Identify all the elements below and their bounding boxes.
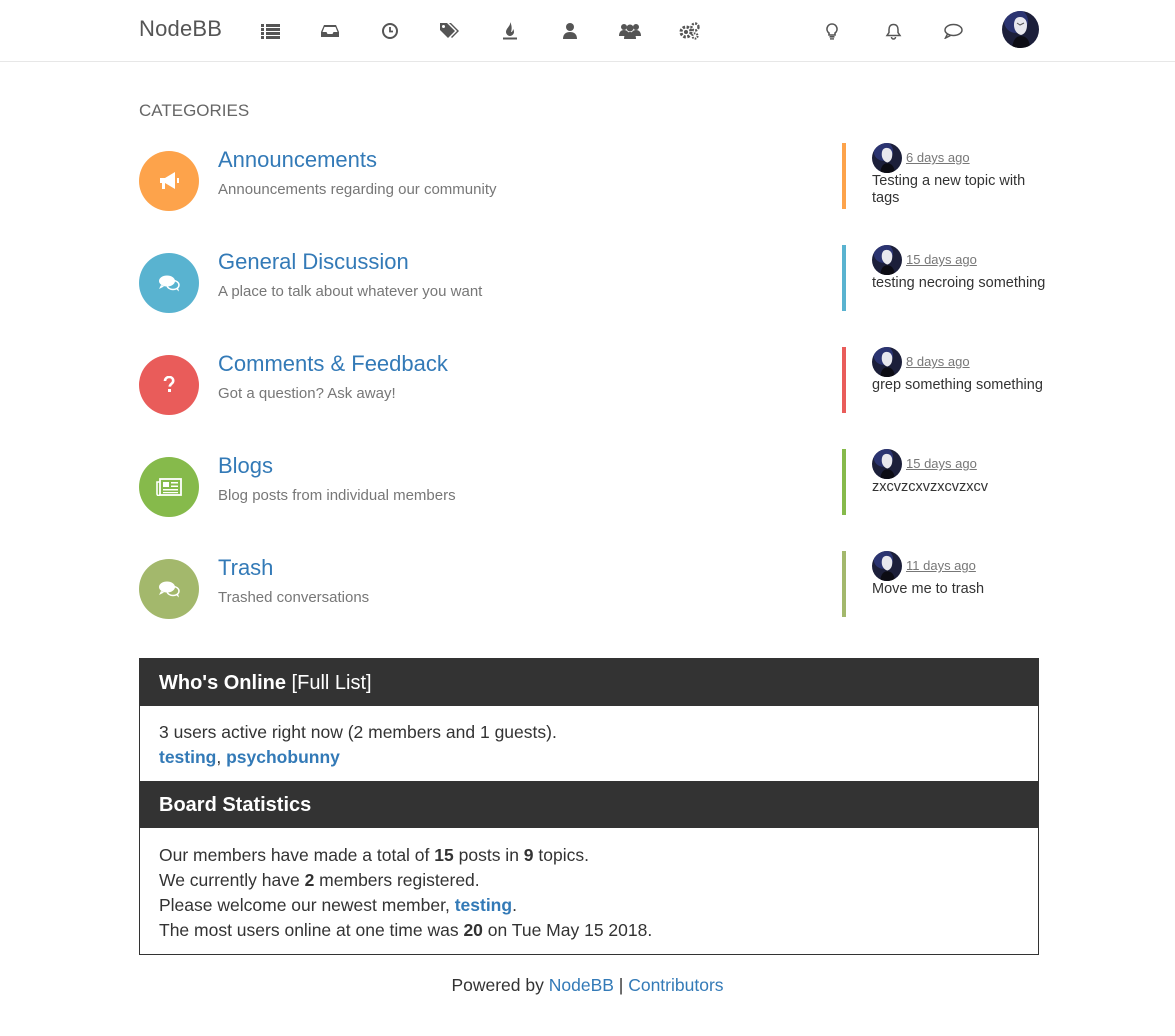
category-row: [139, 351, 1043, 425]
tags-icon[interactable]: [437, 18, 463, 44]
whos-online-body: [159, 720, 557, 770]
online-user-link[interactable]: testing: [159, 747, 217, 767]
categories-list-icon[interactable]: [257, 18, 283, 44]
stats-posts-line: Our members have made a total of 15 posts in 9 topics.: [159, 845, 589, 865]
chats-bubble-icon[interactable]: [940, 18, 966, 44]
stats-max-online-line: The most users online at one time was 20 on Tue May 15 2018.: [159, 920, 653, 940]
category-title-link[interactable]: Announcements: [218, 147, 377, 172]
popular-fire-icon[interactable]: [497, 18, 523, 44]
teaser-avatar[interactable]: [872, 551, 902, 581]
category-title-link[interactable]: Blogs: [218, 453, 274, 478]
category-description: Trashed conversations: [218, 589, 370, 606]
teaser-avatar[interactable]: [872, 347, 902, 377]
teaser-post-text[interactable]: Testing a new topic with tags: [872, 173, 1026, 206]
category-teaser: [842, 245, 1046, 311]
recent-clock-icon[interactable]: [377, 18, 403, 44]
category-teaser: [842, 449, 1042, 515]
notifications-bell-icon[interactable]: [880, 18, 906, 44]
groups-icon[interactable]: [617, 18, 643, 44]
board-stats-body: [159, 843, 652, 943]
category-description: Got a question? Ask away!: [218, 385, 396, 402]
stats-newest-line: Please welcome our newest member, testing.: [159, 895, 517, 915]
teaser-post-text[interactable]: Move me to trash: [872, 581, 985, 597]
online-user-link[interactable]: psychobunny: [226, 747, 340, 767]
teaser-post-text[interactable]: grep something something: [872, 377, 1043, 393]
online-users: testing, psychobunny: [159, 747, 340, 767]
category-teaser: [842, 551, 1042, 617]
teaser-timestamp-link[interactable]: 8 days ago: [906, 354, 970, 369]
teaser-avatar[interactable]: [872, 245, 902, 275]
newest-member-link[interactable]: testing: [454, 895, 513, 915]
category-question-icon[interactable]: [139, 355, 199, 415]
user-avatar[interactable]: [1002, 11, 1039, 48]
lightbulb-icon[interactable]: [819, 18, 845, 44]
category-row: [139, 555, 1039, 629]
whos-online-title: Who's Online: [159, 672, 286, 694]
category-title-link[interactable]: Comments & Feedback: [218, 351, 448, 376]
footer: Powered by NodeBB | Contributors: [451, 975, 724, 995]
online-summary: 3 users active right now (2 members and 1 guests).: [159, 722, 557, 742]
category-row: [139, 249, 1046, 323]
teaser-avatar[interactable]: [872, 449, 902, 479]
category-teaser: [842, 143, 1042, 209]
teaser-post-text[interactable]: testing necroing something: [872, 275, 1046, 291]
category-comments-icon[interactable]: [139, 559, 199, 619]
teaser-avatar[interactable]: [872, 143, 902, 173]
category-bullhorn-icon[interactable]: [139, 151, 199, 211]
top-navbar: [0, 0, 1175, 62]
board-stats-title: Board Statistics: [159, 794, 312, 816]
category-title-link[interactable]: General Discussion: [218, 249, 409, 274]
stats-panel: [139, 658, 1039, 955]
nodebb-link[interactable]: NodeBB: [548, 975, 614, 995]
teaser-timestamp-link[interactable]: 15 days ago: [906, 456, 977, 471]
inbox-icon[interactable]: [317, 18, 343, 44]
teaser-timestamp-link[interactable]: 15 days ago: [906, 252, 977, 267]
stats-members-line: We currently have 2 members registered.: [159, 870, 480, 890]
whos-online-header: [140, 659, 1038, 706]
category-title-link[interactable]: Trash: [218, 555, 274, 580]
category-newspaper-icon[interactable]: [139, 457, 199, 517]
users-icon[interactable]: [557, 18, 583, 44]
teaser-timestamp-link[interactable]: 11 days ago: [906, 558, 976, 573]
category-description: A place to talk about whatever you want: [218, 283, 483, 300]
full-list-link[interactable]: [Full List]: [291, 672, 372, 694]
category-row: [139, 147, 1039, 221]
category-row: [139, 453, 1039, 527]
category-comments-icon[interactable]: [139, 253, 199, 313]
category-teaser: [842, 347, 1042, 413]
board-stats-header: [140, 781, 1038, 828]
teaser-timestamp-link[interactable]: 6 days ago: [906, 150, 970, 165]
brand-title[interactable]: NodeBB: [139, 16, 223, 41]
categories-heading: CATEGORIES: [139, 101, 250, 120]
admin-cogs-icon[interactable]: [677, 18, 703, 44]
contributors-link[interactable]: Contributors: [628, 975, 724, 995]
category-description: Announcements regarding our community: [218, 181, 497, 198]
category-description: Blog posts from individual members: [218, 487, 456, 504]
teaser-post-text[interactable]: zxcvzcxvzxcvzxcv: [872, 479, 988, 495]
